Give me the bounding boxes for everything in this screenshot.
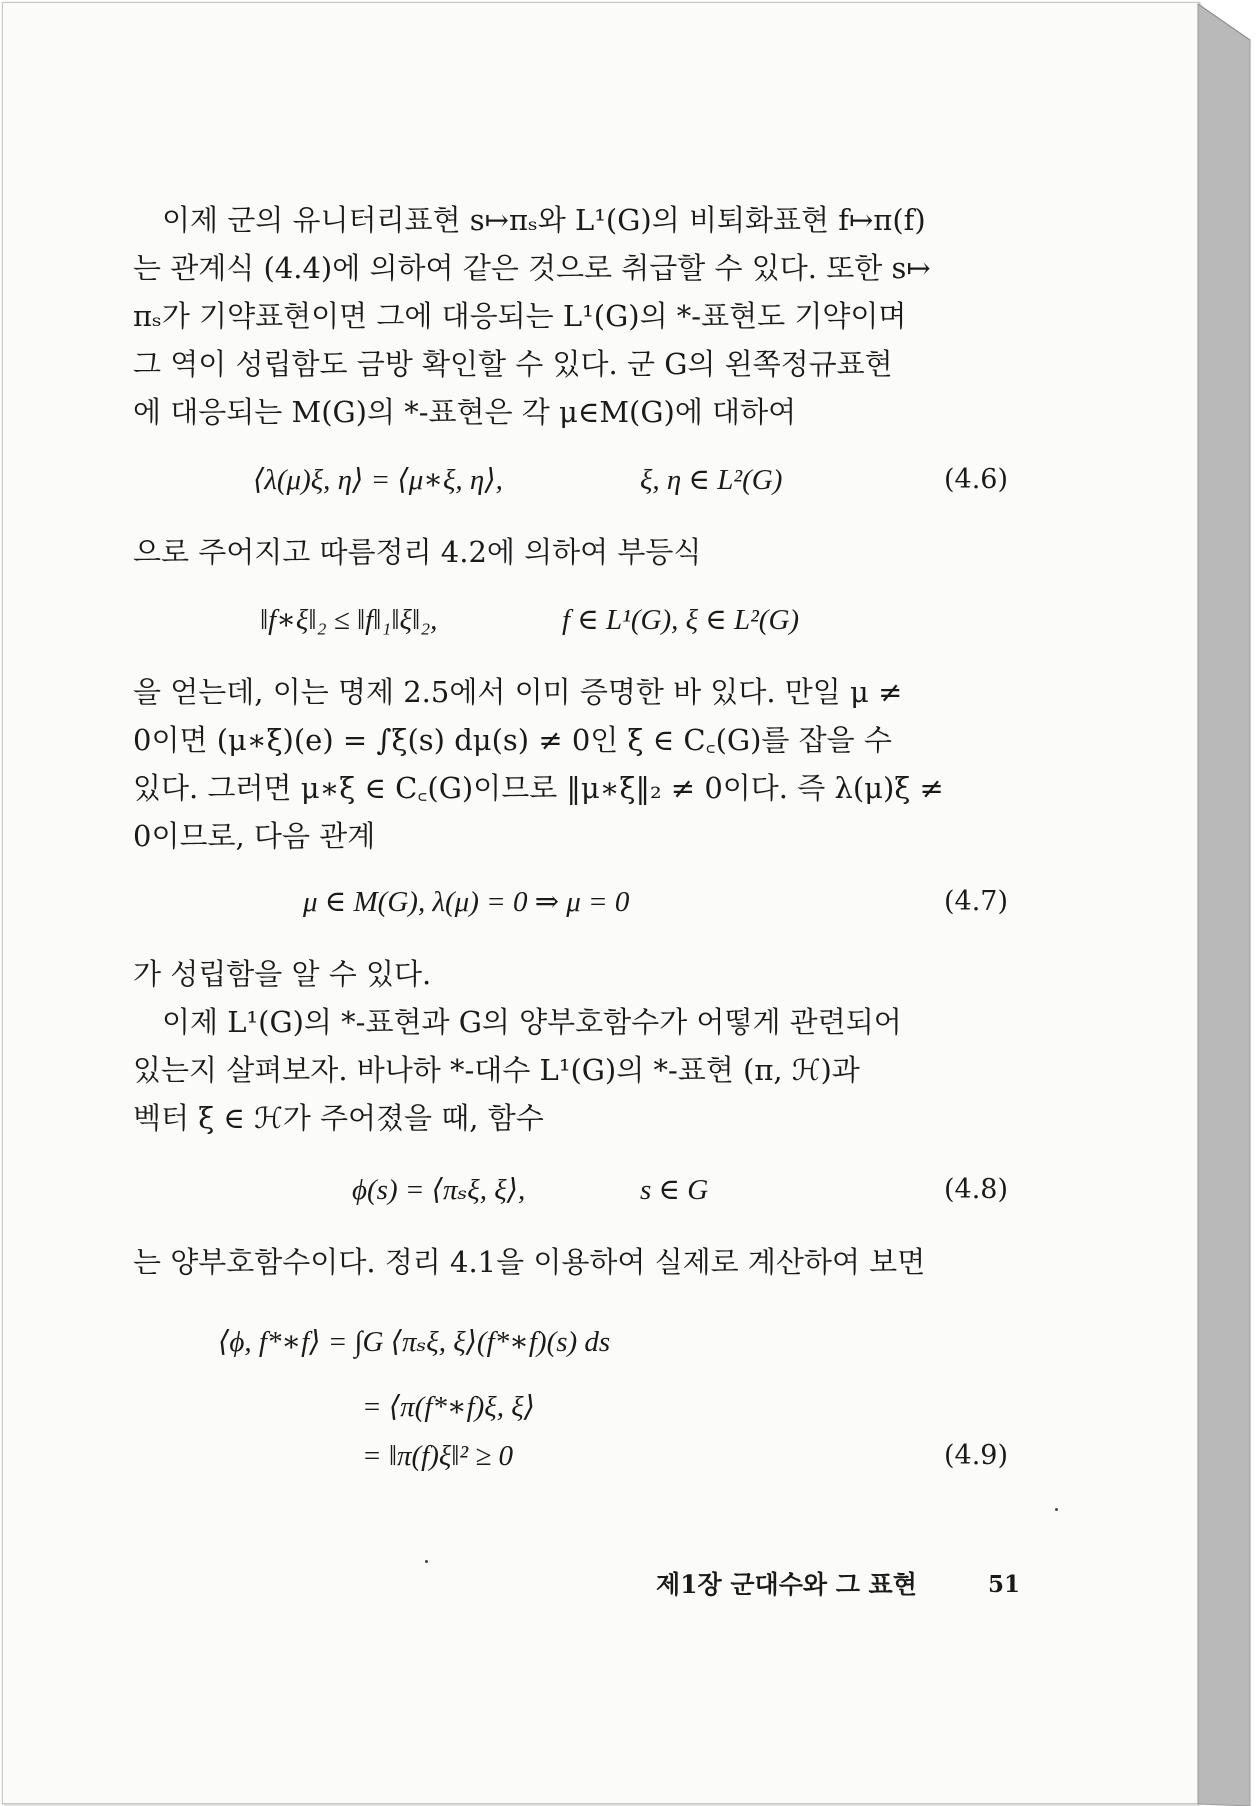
text-line: 이제 군의 유니터리표현 s↦πₛ와 L¹(G)의 비퇴화표현 f↦π(f)	[162, 203, 926, 237]
running-footer-chapter: 제1장 군대수와 그 표현	[656, 1570, 917, 1599]
equation-number-4-9: (4.9)	[944, 1440, 1009, 1471]
equation-4-8-condition: s ∈ G	[640, 1174, 709, 1206]
paragraph-3	[133, 668, 1013, 860]
paragraph-2	[133, 528, 1013, 576]
equation-4-9-line-3: = ‖π(f)ξ‖² ≥ 0	[362, 1440, 514, 1472]
scan-speck	[1055, 1508, 1058, 1511]
text-line: 가 성립함을 알 수 있다.	[133, 957, 432, 991]
equation-number-4-8: (4.8)	[944, 1174, 1009, 1205]
inequality-formula: ‖f∗ξ‖₂ ≤ ‖f‖₁‖ξ‖₂,	[260, 604, 438, 636]
text-line: 있는지 살펴보자. 바나하 *-대수 L¹(G)의 *-표현 (π, ℋ)과	[133, 1053, 860, 1087]
text-line: 0이면 (μ∗ξ)(e) = ∫ξ(s) dμ(s) ≠ 0인 ξ ∈ C꜀(G)를 잡을 수	[133, 723, 892, 757]
equation-4-7-formula: μ ∈ M(G), λ(μ) = 0 ⇒ μ = 0	[303, 886, 630, 918]
text-line: 있다. 그러면 μ∗ξ ∈ C꜀(G)이므로 ‖μ∗ξ‖₂ ≠ 0이다. 즉 λ(μ)ξ ≠	[133, 771, 944, 805]
paragraph-5	[133, 998, 1013, 1142]
equation-4-6-condition: ξ, η ∈ L²(G)	[640, 464, 783, 496]
inequality-condition: f ∈ L¹(G), ξ ∈ L²(G)	[562, 604, 800, 636]
text-line: 을 얻는데, 이는 명제 2.5에서 이미 증명한 바 있다. 만일 μ ≠	[133, 675, 903, 709]
equation-4-6-formula: ⟨λ(μ)ξ, η⟩ = ⟨μ∗ξ, η⟩,	[253, 464, 503, 496]
scan-speck	[425, 1560, 428, 1563]
text-line: 0이므로, 다음 관계	[133, 819, 376, 853]
text-line: 에 대응되는 M(G)의 *-표현은 각 μ∈M(G)에 대하여	[133, 395, 797, 429]
equation-number-4-6: (4.6)	[944, 464, 1009, 495]
text-line: 는 관계식 (4.4)에 의하여 같은 것으로 취급할 수 있다. 또한 s↦	[133, 251, 931, 285]
text-line: 벡터 ξ ∈ ℋ가 주어졌을 때, 함수	[133, 1101, 544, 1135]
page-number: 51	[988, 1571, 1021, 1598]
text-line: πₛ가 기약표현이면 그에 대응되는 L¹(G)의 *-표현도 기약이며	[133, 299, 907, 333]
equation-4-8-formula: ϕ(s) = ⟨πₛξ, ξ⟩,	[352, 1174, 526, 1206]
text-line: 으로 주어지고 따름정리 4.2에 의하여 부등식	[133, 535, 702, 569]
paragraph-6	[133, 1238, 1013, 1286]
text-line: 그 역이 성립함도 금방 확인할 수 있다. 군 G의 왼쪽정규표현	[133, 347, 893, 381]
equation-number-4-7: (4.7)	[944, 886, 1009, 917]
paragraph-4	[133, 950, 1013, 998]
paragraph-1	[133, 196, 1013, 436]
equation-4-9-line-1: ⟨ϕ, f*∗f⟩ = ∫G ⟨πₛξ, ξ⟩(f*∗f)(s) ds	[218, 1326, 611, 1358]
text-line: 이제 L¹(G)의 *-표현과 G의 양부호함수가 어떻게 관련되어	[162, 1005, 902, 1039]
equation-4-9-line-2: = ⟨π(f*∗f)ξ, ξ⟩	[362, 1391, 535, 1423]
text-line: 는 양부호함수이다. 정리 4.1을 이용하여 실제로 계산하여 보면	[133, 1245, 926, 1279]
